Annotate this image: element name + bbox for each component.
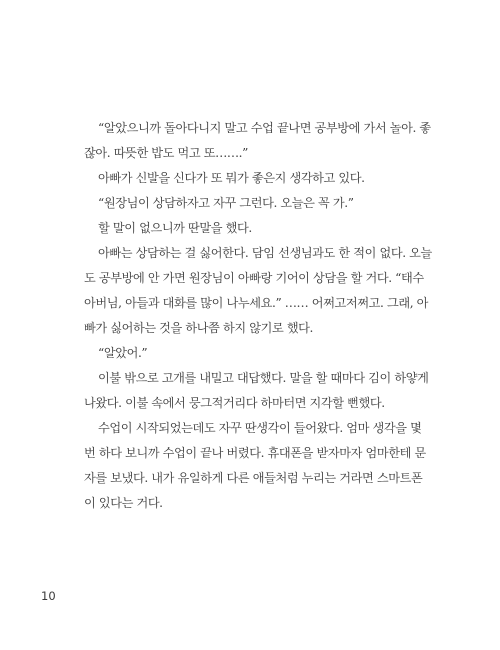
text-line: 잖아. 따뜻한 밥도 먹고 또…….” xyxy=(84,146,248,160)
text-line: “원장님이 상담하자고 자꾸 그런다. 오늘은 꼭 가.” xyxy=(98,196,354,210)
text-line: 아빠가 신발을 신다가 또 뭐가 좋은지 생각하고 있다. xyxy=(98,171,365,185)
text-line: 번 하다 보니까 수업이 끝나 버렸다. 휴대폰을 받자마자 엄마한테 문 xyxy=(84,446,426,460)
paragraph xyxy=(84,116,431,166)
text-line: 할 말이 없으니까 딴말을 했다. xyxy=(98,221,252,235)
text-line: 이불 밖으로 고개를 내밀고 대답했다. 말을 할 때마다 김이 하얗게 xyxy=(98,371,429,385)
text-line: 아빠는 상담하는 걸 싫어한다. 담임 선생님과도 한 적이 없다. 오늘 xyxy=(98,246,432,260)
text-line: “알았으니까 돌아다니지 말고 수업 끝나면 공부방에 가서 놀아. 좋 xyxy=(98,121,431,135)
paragraph xyxy=(84,166,418,191)
paragraph xyxy=(84,191,418,216)
page-number: 10 xyxy=(41,589,56,603)
text-line: 빠가 싫어하는 것을 하나쯤 하지 않기로 했다. xyxy=(84,321,314,335)
paragraph xyxy=(84,341,418,366)
text-line: 도 공부방에 안 가면 원장님이 아빠랑 기어이 상담을 할 거다. “태수 xyxy=(84,271,424,285)
paragraph xyxy=(84,216,418,241)
paragraph xyxy=(84,241,432,341)
text-line: “알았어.” xyxy=(98,346,148,360)
text-line: 아버님, 아들과 대화를 많이 나누세요.” …… 어쩌고저쩌고. 그래, 아 xyxy=(84,296,429,310)
body-text xyxy=(84,116,432,516)
text-line: 이 있다는 거다. xyxy=(84,496,163,510)
text-line: 자를 보냈다. 내가 유일하게 다른 애들처럼 누리는 거라면 스마트폰 xyxy=(84,471,423,485)
paragraph xyxy=(84,416,426,516)
paragraph xyxy=(84,366,429,416)
text-line: 나왔다. 이불 속에서 뭉그적거리다 하마터면 지각할 뻔했다. xyxy=(84,396,385,410)
text-line: 수업이 시작되었는데도 자꾸 딴생각이 들어왔다. 엄마 생각을 몇 xyxy=(98,421,422,435)
